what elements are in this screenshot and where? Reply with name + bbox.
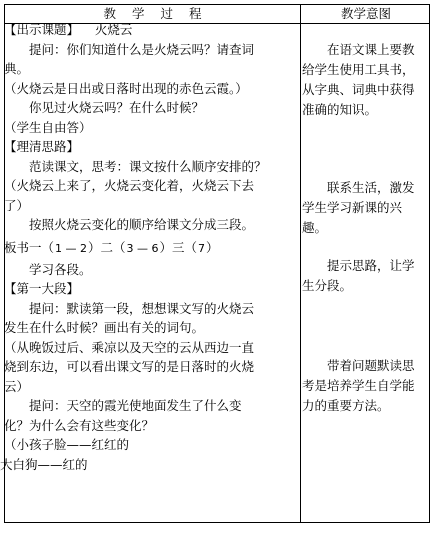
answer-line: 大白狗——红的 — [0, 456, 88, 472]
intent-thinking-path — [302, 256, 422, 296]
question-line: 你见过火烧云吗？在什么时候？ — [29, 100, 205, 115]
paragraph-range: 1 — 2 — [55, 241, 88, 255]
column-divider — [300, 5, 301, 522]
instruction-line: 按照火烧云变化的顺序给课文分成三段。 — [29, 217, 255, 232]
answer-line: （小孩子脸——红红的 — [4, 437, 130, 452]
intent-life-connection — [302, 178, 422, 238]
intent-self-study — [302, 356, 422, 416]
section-show-title — [4, 20, 292, 40]
blackboard-text: ）三（ — [159, 239, 198, 255]
paragraph-range: 7 — [198, 241, 206, 255]
section-heading: 【理清思路】 — [4, 139, 80, 154]
answer-line: （火烧云上来了，火烧云变化着，火烧云下去 — [4, 178, 255, 193]
lesson-title: 火烧云 — [94, 22, 133, 37]
answer-line: （火烧云是日出或日落时出现的赤色云霞。） — [4, 80, 248, 96]
question-line: 提问：你们知道什么是火烧云吗？请查词 — [29, 41, 255, 57]
blackboard-text: ） — [206, 239, 219, 255]
question-line: 发生在什么时候？画出有关的词句。 — [4, 320, 205, 335]
answer-line: 云） — [4, 378, 30, 394]
intent-text: 联系生活，激发学生学习新课的兴趣。 — [302, 180, 415, 235]
blackboard-text: ）二（ — [88, 239, 126, 255]
paragraph-range: 3 — 6 — [126, 241, 159, 255]
header-teaching-intent: 教学意图 — [340, 6, 391, 21]
intent-tool-use — [302, 40, 422, 120]
answer-line: 了） — [4, 197, 30, 213]
answer-line: （学生自由答） — [4, 119, 92, 135]
question-line: 提问：天空的霞光使地面发生了什么变 — [29, 398, 242, 413]
section-heading: 【出示课题】 — [4, 22, 80, 37]
intent-text: 带着问题默读思考是培养学生自学能力的重要方法。 — [302, 358, 415, 413]
question-line: 化？为什么会有这些变化？ — [4, 417, 155, 433]
intent-text: 提示思路，让学生分段。 — [302, 258, 415, 293]
answer-line: 烧到东边，可以看出课文写的是日落时的火烧 — [4, 359, 255, 374]
blackboard-text: 板书一（ — [4, 239, 55, 255]
teaching-process-column — [0, 20, 292, 474]
question-line: 范读课文，思考：课文按什么顺序安排的？ — [29, 158, 267, 174]
question-line: 提问：默读第一段，想想课文写的火烧云 — [29, 300, 255, 316]
instruction-line: 学习各段。 — [29, 261, 92, 277]
blackboard-line — [4, 235, 292, 260]
header-teaching-process: 教 学 过 程 — [103, 6, 202, 21]
section-heading: 【第一大段】 — [4, 281, 80, 296]
answer-line: （从晚饭过后、乘凉以及天空的云从西边一直 — [4, 339, 255, 355]
text-line: 典。 — [4, 61, 30, 76]
intent-text: 在语文课上要教给学生使用工具书，从字典、词典中获得准确的知识。 — [302, 42, 415, 117]
